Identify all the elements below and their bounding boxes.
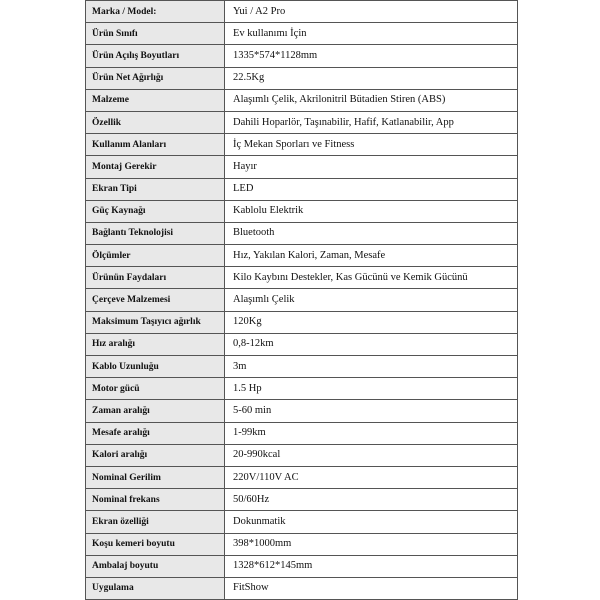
spec-label: Özellik — [86, 111, 225, 133]
spec-label: Maksimum Taşıyıcı ağırlık — [86, 311, 225, 333]
spec-row — [86, 89, 518, 111]
spec-value: Dahili Hoparlör, Taşınabilir, Hafif, Katlanabilir, App — [225, 111, 518, 133]
spec-value: 220V/110V AC — [225, 466, 518, 488]
spec-label: Ekran özelliği — [86, 511, 225, 533]
spec-value: 398*1000mm — [225, 533, 518, 555]
spec-value: 22.5Kg — [225, 67, 518, 89]
spec-label: Ürün Sınıfı — [86, 23, 225, 45]
spec-row — [86, 67, 518, 89]
spec-row — [86, 422, 518, 444]
spec-value: LED — [225, 178, 518, 200]
spec-row — [86, 400, 518, 422]
spec-row — [86, 466, 518, 488]
spec-row — [86, 267, 518, 289]
spec-row — [86, 111, 518, 133]
spec-value: 120Kg — [225, 311, 518, 333]
spec-value: 1335*574*1128mm — [225, 45, 518, 67]
spec-row — [86, 444, 518, 466]
spec-table — [85, 0, 518, 600]
spec-row — [86, 23, 518, 45]
spec-label: Kablo Uzunluğu — [86, 356, 225, 378]
spec-value: 50/60Hz — [225, 489, 518, 511]
spec-row — [86, 222, 518, 244]
spec-label: Mesafe aralığı — [86, 422, 225, 444]
spec-row — [86, 333, 518, 355]
spec-value: Kablolu Elektrik — [225, 200, 518, 222]
spec-value: 0,8-12km — [225, 333, 518, 355]
spec-value: 5-60 min — [225, 400, 518, 422]
spec-row — [86, 555, 518, 577]
spec-label: Ölçümler — [86, 245, 225, 267]
spec-value: Alaşımlı Çelik, Akrilonitril Bütadien Stiren (ABS) — [225, 89, 518, 111]
spec-label: Koşu kemeri boyutu — [86, 533, 225, 555]
spec-value: 1328*612*145mm — [225, 555, 518, 577]
spec-label: Montaj Gerekir — [86, 156, 225, 178]
spec-value: Hız, Yakılan Kalori, Zaman, Mesafe — [225, 245, 518, 267]
spec-row — [86, 533, 518, 555]
spec-label: Kalori aralığı — [86, 444, 225, 466]
spec-value: 3m — [225, 356, 518, 378]
spec-row — [86, 245, 518, 267]
spec-row — [86, 134, 518, 156]
spec-row — [86, 577, 518, 599]
spec-label: Güç Kaynağı — [86, 200, 225, 222]
spec-value: Kilo Kaybını Destekler, Kas Gücünü ve Kemik Gücünü — [225, 267, 518, 289]
spec-label: Ürün Açılış Boyutları — [86, 45, 225, 67]
spec-row — [86, 311, 518, 333]
spec-value: 20-990kcal — [225, 444, 518, 466]
spec-label: Hız aralığı — [86, 333, 225, 355]
spec-value: 1-99km — [225, 422, 518, 444]
spec-label: Ürünün Faydaları — [86, 267, 225, 289]
spec-table-body — [86, 1, 518, 600]
spec-row — [86, 200, 518, 222]
spec-value: Hayır — [225, 156, 518, 178]
spec-label: Kullanım Alanları — [86, 134, 225, 156]
spec-value: FitShow — [225, 577, 518, 599]
spec-row — [86, 156, 518, 178]
spec-row — [86, 489, 518, 511]
spec-label: Uygulama — [86, 577, 225, 599]
spec-row — [86, 178, 518, 200]
spec-value: İç Mekan Sporları ve Fitness — [225, 134, 518, 156]
spec-label: Malzeme — [86, 89, 225, 111]
spec-row — [86, 378, 518, 400]
spec-label: Bağlantı Teknolojisi — [86, 222, 225, 244]
spec-value: Bluetooth — [225, 222, 518, 244]
spec-row — [86, 356, 518, 378]
spec-value: Yui / A2 Pro — [225, 1, 518, 23]
spec-row — [86, 289, 518, 311]
spec-sheet — [85, 0, 517, 600]
spec-label: Nominal Gerilim — [86, 466, 225, 488]
spec-value: Dokunmatik — [225, 511, 518, 533]
spec-row — [86, 511, 518, 533]
spec-row — [86, 45, 518, 67]
spec-label: Ambalaj boyutu — [86, 555, 225, 577]
spec-row — [86, 1, 518, 23]
spec-label: Çerçeve Malzemesi — [86, 289, 225, 311]
spec-value: Alaşımlı Çelik — [225, 289, 518, 311]
spec-label: Ekran Tipi — [86, 178, 225, 200]
spec-label: Marka / Model: — [86, 1, 225, 23]
spec-value: 1.5 Hp — [225, 378, 518, 400]
spec-label: Nominal frekans — [86, 489, 225, 511]
spec-label: Motor gücü — [86, 378, 225, 400]
spec-value: Ev kullanımı İçin — [225, 23, 518, 45]
spec-label: Zaman aralığı — [86, 400, 225, 422]
spec-label: Ürün Net Ağırlığı — [86, 67, 225, 89]
